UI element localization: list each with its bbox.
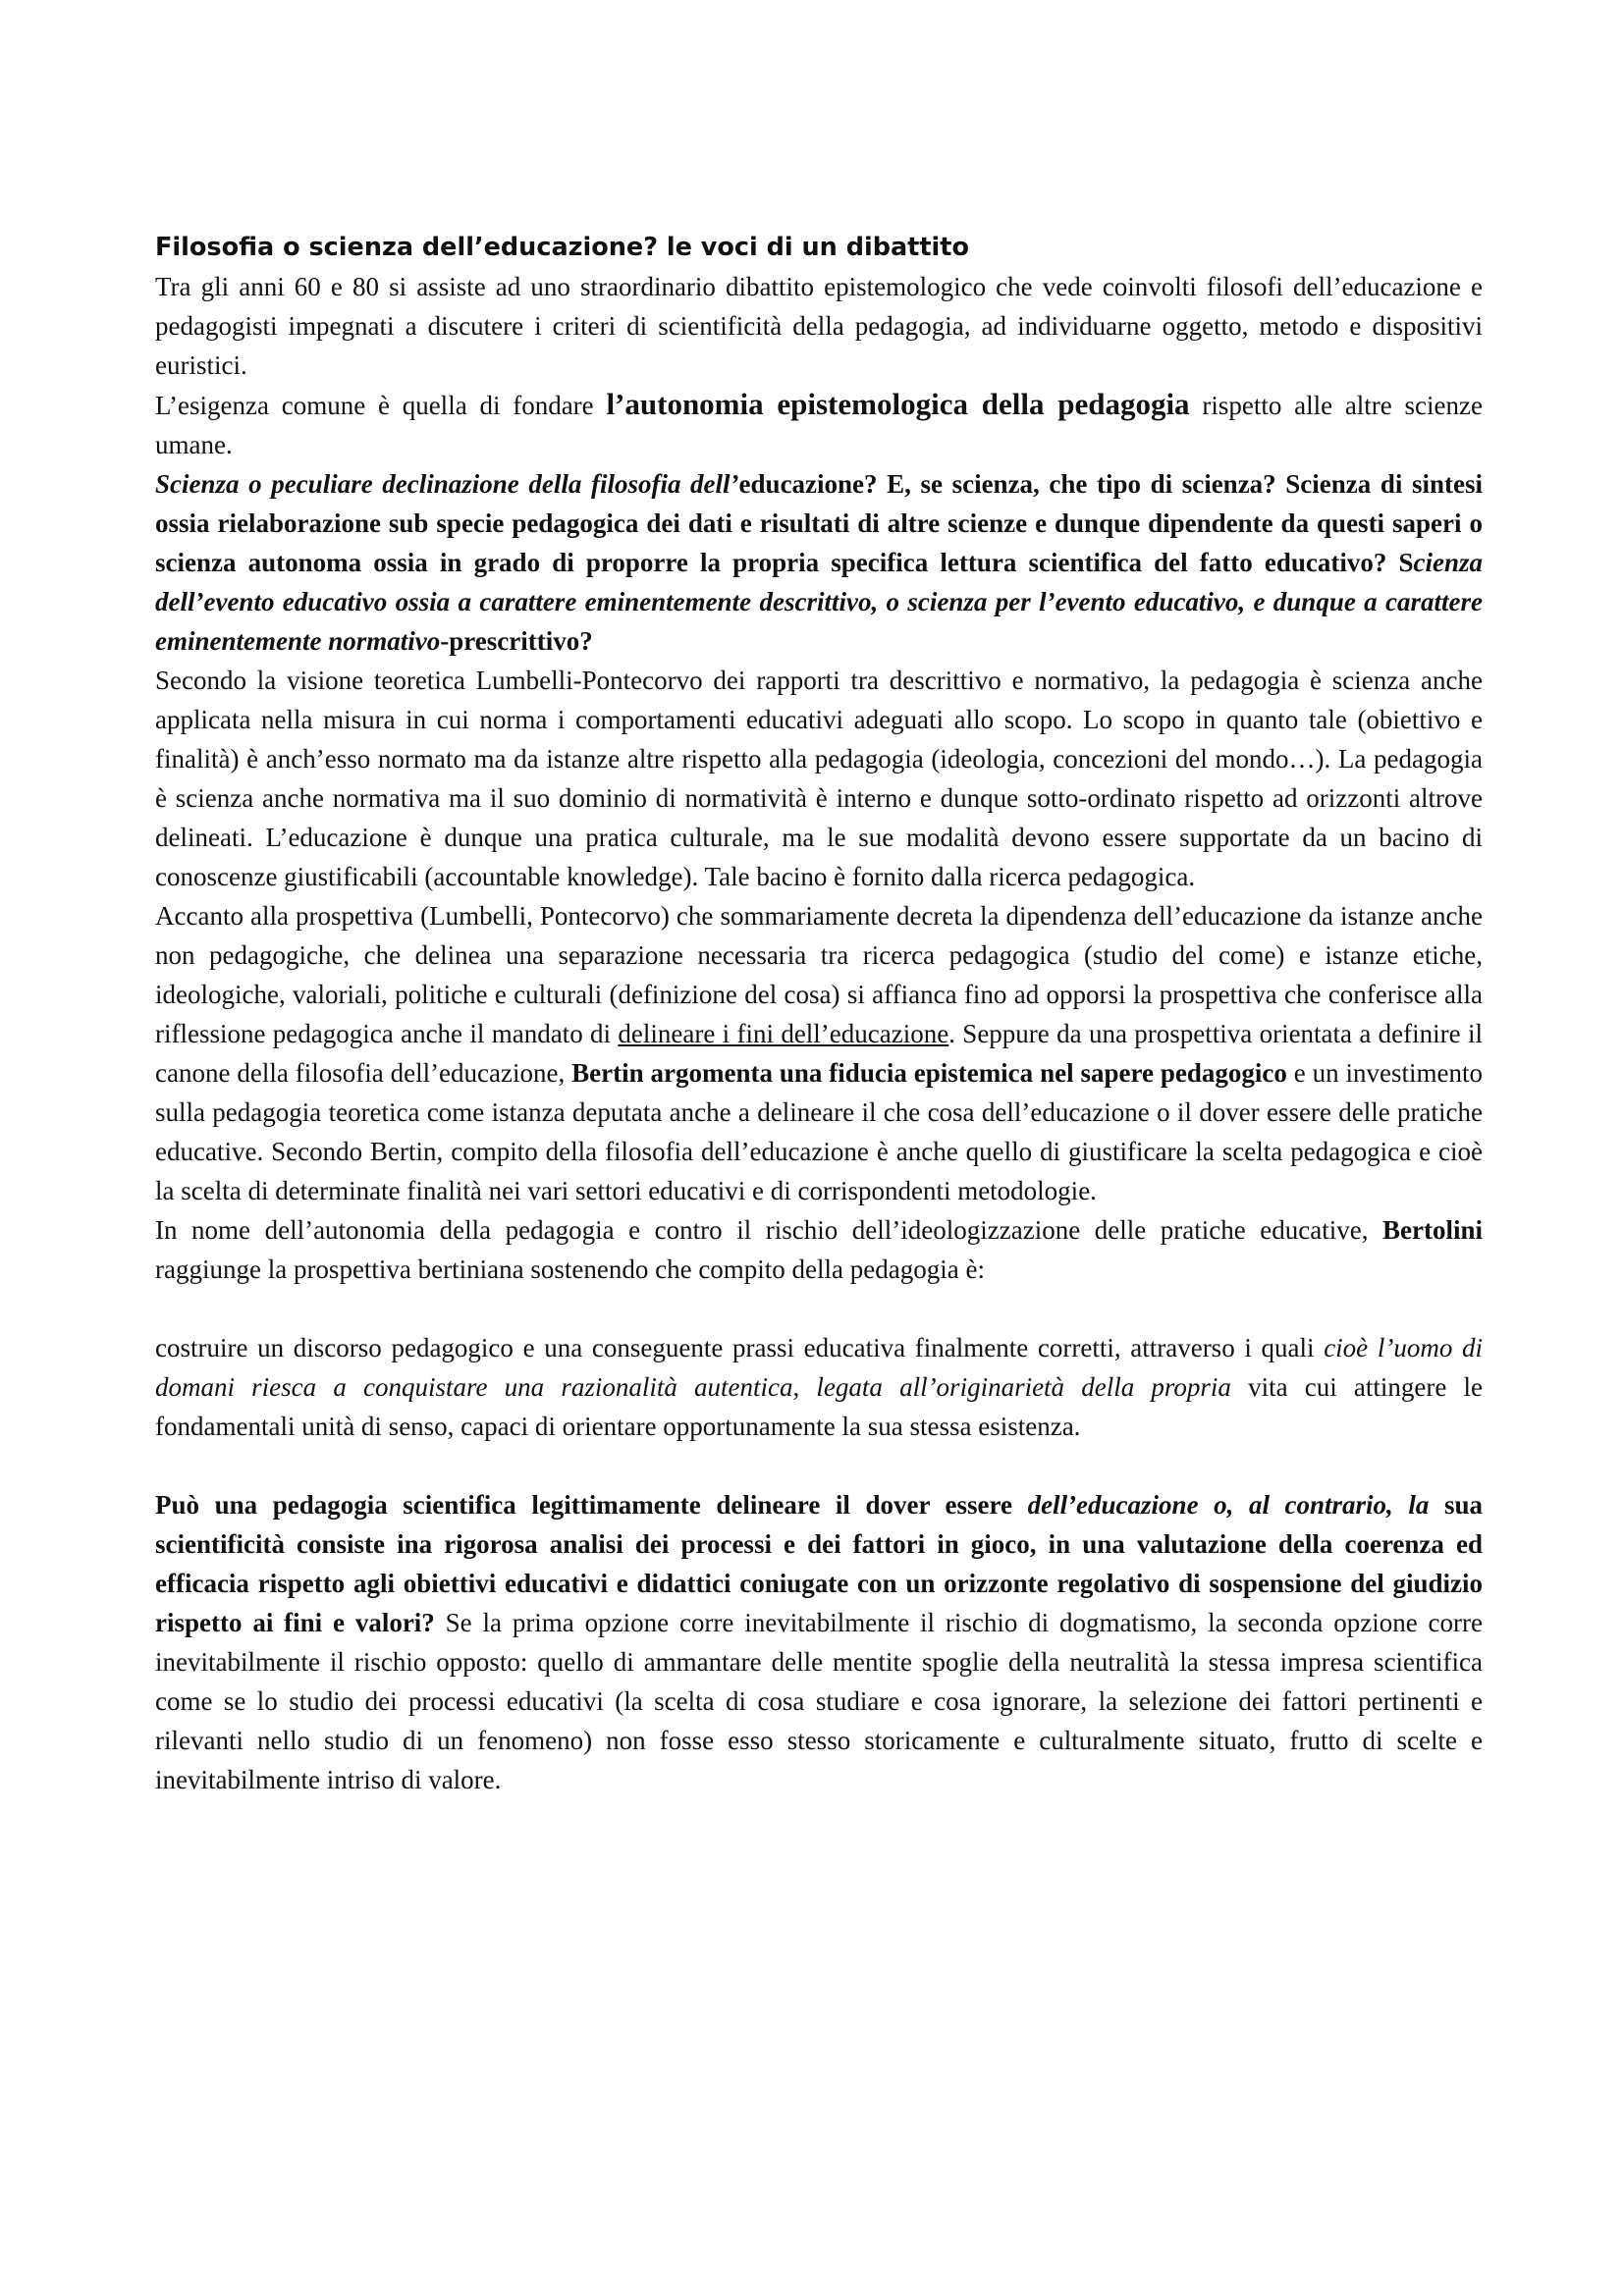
quote-italic: cioè l’uomo di domani riesca a conquistare una razionalità autentica, legata all’originarietà della propria (155, 1333, 1483, 1402)
question-italic-2: cienza dell’evento educativo ossia a carattere eminentemente descrittivo, o scienza per l’evento educativo, e dunque a carattere eminentemente normativo (155, 548, 1483, 656)
paragraph-bertolini-text-1: In nome dell’autonomia della pedagogia e contro il rischio dell’ideologizzazione delle pratiche educative, (155, 1215, 1382, 1245)
paragraph-bertin-text-2: . Seppure da una prospettiva orientata a definire il canone della filosofia dell’educazione, (155, 1019, 1483, 1088)
question-bold-2: -prescrittivo? (440, 626, 593, 656)
underlined-phrase: delineare i fini dell’educazione (618, 1019, 949, 1048)
paragraph-bertin-text-3: e un investimento sulla pedagogia teoretica come istanza deputata anche a delineare il che cosa dell’educazione o il dover essere delle pratiche educative. Secondo Bertin, compito della filosofia dell’educazione è anche quello di giustificare la scelta pedagogica e cioè la scelta di determinate finalità nei vari settori educativi e di corrispondenti metodologie. (155, 1058, 1483, 1205)
paragraph-autonomy-text-2: rispetto alle altre scienze umane. (155, 391, 1483, 459)
quote-text-1: costruire un discorso pedagogico e una conseguente prassi educativa finalmente corretti, attraverso i quali (155, 1333, 1325, 1362)
paragraph-final-question (155, 1485, 1483, 1799)
question-bold-1: educazione? E, se scienza, che tipo di scienza? Scienza di sintesi ossia rielaborazione sub specie pedagogica dei dati e risultati di altre scienze e dunque dipendente da questi saperi o scienza autonoma ossia in grado di proporre la propria specifica lettura scientifica del fatto educativo? S (155, 469, 1483, 577)
document-title: Filosofia o scienza dell’educazione? le voci di un dibattito (155, 233, 969, 262)
paragraph-autonomy-text-1: L’esigenza comune è quella di fondare (155, 391, 607, 420)
final-question-bold-1: Può una pedagogia scientifica legittimamente delineare il dover essere (155, 1490, 1028, 1520)
spacer (155, 1289, 1483, 1328)
paragraph-bertin (155, 896, 1483, 1210)
paragraph-lumbelli-pontecorvo: Secondo la visione teoretica Lumbelli-Pontecorvo dei rapporti tra descrittivo e normativo, la pedagogia è scienza anche applicata nella misura in cui norma i comportamenti educativi adeguati allo scopo. Lo scopo in quanto tale (obiettivo e finalità) è anch’esso normato ma da istanze altre rispetto alla pedagogia (ideologia, concezioni del mondo…). La pedagogia è scienza anche normativa ma il suo dominio di normatività è interno e dunque sotto-ordinato rispetto ad orizzonti altrove delineati. L’educazione è dunque una pratica culturale, ma le sue modalità devono essere supportate da un bacino di conoscenze giustificabili (accountable knowledge). Tale bacino è fornito dalla ricerca pedagogica. (155, 666, 1483, 891)
question-italic-1: Scienza o peculiare declinazione della filosofia dell’ (155, 469, 739, 499)
final-question-text: Se la prima opzione corre inevitabilmente il rischio di dogmatismo, la seconda opzione corre inevitabilmente il rischio opposto: quello di ammantare delle mentite spoglie della neutralità la stessa impresa scientifica come se lo studio dei processi educativi (la scelta di cosa studiare e cosa ignorare, la selezione dei fattori pertinenti e rilevanti nello studio di un fenomeno) non fosse esso stesso storicamente e culturalmente situato, frutto di scelte e inevitabilmente intriso di valore. (155, 1608, 1483, 1794)
document-page (155, 228, 1483, 1799)
spacer (155, 1446, 1483, 1485)
paragraph-bertolini-text-2: raggiunge la prospettiva bertiniana sostenendo che compito della pedagogia è: (155, 1255, 985, 1284)
bertolini-name: Bertolini (1382, 1215, 1483, 1245)
autonomy-emphasis: l’autonomia epistemologica della pedagogia (606, 387, 1190, 421)
paragraph-questions (155, 464, 1483, 661)
paragraph-bertin-text-1: Accanto alla prospettiva (Lumbelli, Pontecorvo) che sommariamente decreta la dipendenza dell’educazione da istanze anche non pedagogiche, che delinea una separazione necessaria tra ricerca pedagogica (studio del come) e istanze etiche, ideologiche, valoriali, politiche e culturali (definizione del cosa) si affianca fino ad opporsi la prospettiva che conferisce alla riflessione pedagogica anche il mandato di (155, 901, 1483, 1048)
bertin-emphasis: Bertin argomenta una fiducia epistemica nel sapere pedagogico (571, 1058, 1287, 1088)
quote-text-2: vita cui attingere le fondamentali unità di senso, capaci di orientare opportunamente la sua stessa esistenza. (155, 1372, 1483, 1441)
quote-paragraph (155, 1328, 1483, 1446)
paragraph-autonomy (155, 385, 1483, 464)
paragraph-bertolini (155, 1210, 1483, 1289)
paragraph-intro: Tra gli anni 60 e 80 si assiste ad uno straordinario dibattito epistemologico che vede coinvolti filosofi dell’educazione e pedagogisti impegnati a discutere i criteri di scientificità della pedagogia, ad individuarne oggetto, metodo e dispositivi euristici. (155, 272, 1483, 380)
final-question-italic: dell’educazione o, al contrario, la (1027, 1490, 1430, 1520)
final-question-bold-2: sua scientificità consiste ina rigorosa analisi dei processi e dei fattori in gioco, in una valutazione della coerenza ed efficacia rispetto agli obiettivi educativi e didattici coniugate con un orizzonte regolativo di sospensione del giudizio rispetto ai fini e valori? (155, 1490, 1483, 1637)
